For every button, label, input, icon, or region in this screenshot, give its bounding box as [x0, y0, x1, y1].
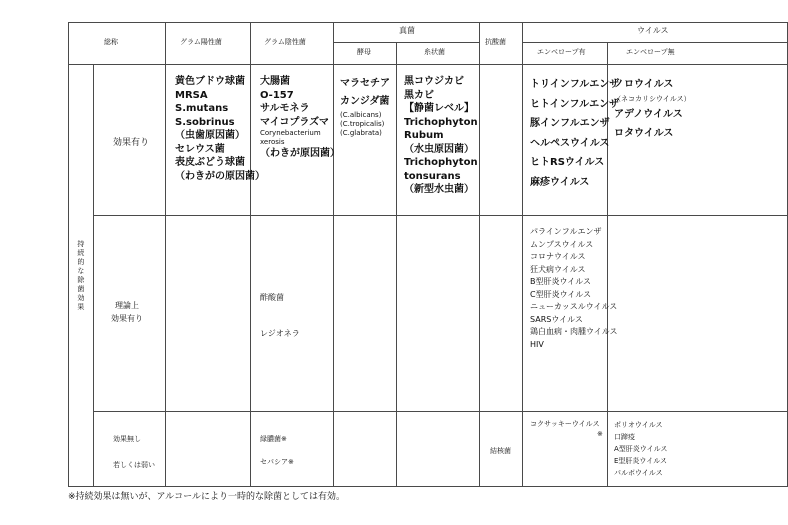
rule: [68, 22, 787, 23]
cell-theoretical-gram-negative-1: 酢酸菌: [260, 293, 284, 302]
cell-line: Trichophyton: [404, 157, 478, 168]
cell-effective-gram-positive: [175, 75, 265, 183]
cell-line: トリインフルエンザ: [530, 79, 620, 90]
cell-line: B型肝炎ウイルス: [530, 277, 592, 286]
row-label-effective: 効果有り: [113, 138, 150, 148]
cell-line: (C.albicans): [340, 111, 382, 119]
cell-effective-gram-negative: [260, 75, 340, 161]
cell-line: （わきがの原因菌）: [175, 170, 265, 182]
rule: [68, 486, 787, 487]
header-virus: ウイルス: [637, 26, 669, 35]
cell-line: S.sobrinus: [175, 116, 235, 128]
cell-line: (C.glabrata): [340, 129, 382, 137]
row-label-theoretical-line: 理論上: [115, 301, 139, 310]
cell-line: （水虫原因菌）: [404, 143, 474, 155]
header-gram-negative: グラム陰性菌: [264, 38, 306, 46]
rule: [68, 64, 787, 65]
cell-line: 鶏白血病・肉腫ウイルス: [530, 327, 618, 336]
cell-ineffective-acid-fast: 結核菌: [490, 447, 511, 455]
rule: [333, 42, 479, 43]
header-yeast: 酵母: [357, 48, 371, 56]
cell-line: O-157: [260, 89, 294, 101]
cell-line: E型肝炎ウイルス: [614, 457, 668, 465]
rule: [396, 42, 397, 487]
cell-line: 黒カビ: [404, 89, 434, 101]
rule: [479, 22, 480, 487]
footnote: ※持続効果は無いが、アルコールにより一時的な除菌としては有効。: [68, 492, 346, 502]
cell-line: コロナウイルス: [530, 252, 586, 261]
cell-line: ヒトインフルエンザ: [530, 98, 620, 110]
cell-line: パラインフルエンザ: [530, 227, 602, 236]
cell-line: 表皮ぶどう球菌: [175, 157, 245, 168]
cell-line: Trichophyton: [404, 116, 478, 128]
cell-line: マイコプラズマ: [260, 116, 329, 128]
rule: [522, 22, 523, 487]
rule: [93, 215, 787, 216]
header-general-name: 総称: [104, 38, 118, 46]
cell-line: マラセチア: [340, 78, 390, 89]
rule: [93, 64, 94, 487]
cell-line: ニューカッスルウイルス: [530, 302, 618, 311]
cell-effective-yeast: [340, 75, 390, 138]
cell-line: セレウス菌: [175, 143, 225, 155]
cell-line: （虫歯原因菌）: [175, 130, 245, 141]
cell-effective-filamentous: [404, 75, 478, 197]
rule: [165, 22, 166, 487]
rule: [522, 42, 787, 43]
footnote-mark: ※: [597, 430, 603, 438]
cell-ineffective-enveloped: コクサッキーウイルス: [530, 420, 600, 428]
cell-line: A型肝炎ウイルス: [614, 445, 668, 453]
cell-line: カンジダ菌: [340, 96, 390, 107]
header-non-enveloped: エンベロープ無: [626, 48, 675, 56]
row-label-theoretical-line: 効果有り: [111, 314, 143, 323]
cell-line: MRSA: [175, 89, 208, 101]
cell-line: 【静菌レベル】: [404, 103, 474, 114]
cell-line: 豚インフルエンザ: [530, 118, 610, 129]
cell-line: 麻疹ウイルス: [530, 176, 590, 188]
cell-line: HIV: [530, 339, 544, 349]
rule: [68, 22, 69, 487]
cell-theoretical-enveloped: [530, 226, 618, 351]
cell-line: 大腸菌: [260, 76, 290, 87]
header-acid-fast: 抗酸菌: [485, 38, 506, 46]
cell-line: 口蹄疫: [614, 433, 635, 441]
cell-effective-enveloped: [530, 75, 619, 192]
cell-line: パルボウイルス: [614, 469, 663, 477]
cell-line: (C.tropicalis): [340, 120, 385, 128]
cell-line: ポリオウイルス: [614, 421, 663, 429]
cell-line: アデノウイルス: [614, 109, 683, 120]
cell-line: （わきが原因菌）: [260, 148, 340, 159]
row-label-ineffective: 効果無し: [113, 435, 141, 443]
cell-line: サルモネラ: [260, 103, 310, 114]
label-sustained-disinfection: 持続的な除菌効果: [76, 240, 85, 312]
cell-theoretical-gram-negative-2: レジオネラ: [260, 329, 300, 338]
header-fungi: 真菌: [399, 26, 415, 35]
cell-line: S.mutans: [175, 103, 229, 114]
cell-line: 狂犬病ウイルス: [530, 264, 586, 274]
cell-line: xerosis: [260, 138, 285, 146]
row-label-theoretical: [111, 299, 143, 325]
cell-line: 黒コウジカビ: [404, 76, 464, 87]
cell-line: ロタウイルス: [614, 128, 674, 139]
cell-line: 黄色ブドウ球菌: [175, 76, 245, 87]
cell-line: （ネコカリシウイルス）: [614, 95, 691, 103]
cell-line: ヒトRSウイルス: [530, 157, 605, 168]
cell-line: ノロウイルス: [614, 79, 674, 90]
rule: [93, 411, 787, 412]
cell-line: Rubum: [404, 130, 444, 141]
cell-ineffective-gram-negative-2: セパシア※: [260, 458, 294, 466]
cell-line: C型肝炎ウイルス: [530, 289, 592, 299]
cell-line: ヘルペスウイルス: [530, 137, 610, 149]
cell-ineffective-gram-negative-1: 緑膿菌※: [260, 435, 287, 443]
cell-line: SARSウイルス: [530, 314, 583, 324]
cell-line: （新型水虫菌）: [404, 184, 474, 195]
header-filamentous: 糸状菌: [424, 48, 445, 56]
cell-effective-non-enveloped: [614, 75, 691, 143]
cell-ineffective-non-enveloped: [614, 419, 667, 479]
cell-line: ムンプスウイルス: [530, 239, 594, 249]
cell-line: Corynebacterium: [260, 129, 321, 137]
header-enveloped: エンベロープ有: [537, 48, 586, 56]
header-gram-positive: グラム陽性菌: [180, 38, 222, 46]
cell-line: tonsurans: [404, 170, 461, 182]
row-label-weak: 若しくは弱い: [113, 461, 155, 469]
